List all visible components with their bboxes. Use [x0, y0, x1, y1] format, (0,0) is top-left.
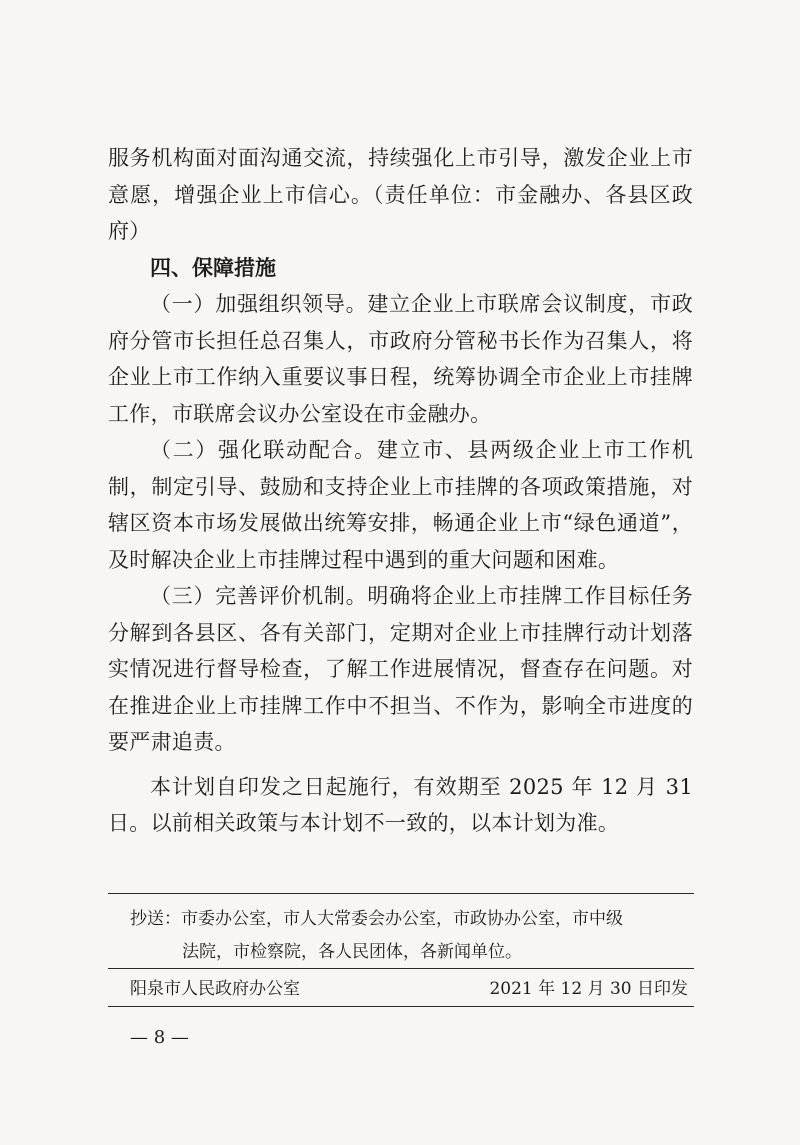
footer-rule-top [108, 893, 694, 894]
paragraph-organization: （一）加强组织领导。建立企业上市联席会议制度，市政府分管市长担任总召集人，市政府分管秘书长作为召集人，将企业上市工作纳入重要议事日程，统筹协调全市企业上市挂牌工作，市联席会议办公室设在市金融办。 [108, 292, 693, 426]
cc-line-2: 法院，市检察院，各人民团体，各新闻单位。 [182, 942, 522, 962]
paragraph-evaluation: （三）完善评价机制。明确将企业上市挂牌工作目标任务分解到各县区、各有关部门，定期对企业上市挂牌行动计划落实情况进行督导检查，了解工作进展情况，督查存在问题。对在推进企业上市挂牌工作中不担当、不作为，影响全市进度的要严肃追责。 [108, 584, 693, 754]
page-number: — 8 — [130, 1027, 189, 1048]
issue-date: 2021 年 12 月 30 日印发 [489, 979, 688, 999]
cc-line-1: 抄送：市委办公室，市人大常委会办公室，市政协办公室，市中级 [130, 909, 623, 929]
paragraph-continued: 服务机构面对面沟通交流，持续强化上市引导，激发企业上市意愿，增强企业上市信心。（责任单位：市金融办、各县区政府） [108, 146, 693, 243]
document-body [108, 140, 693, 842]
footer-rule-middle [108, 968, 694, 969]
spacer [108, 761, 693, 769]
issuing-office: 阳泉市人民政府办公室 [130, 979, 300, 999]
footer-rule-bottom [108, 1006, 694, 1007]
cc-list [130, 903, 690, 969]
paragraph-coordination: （二）强化联动配合。建立市、县两级企业上市工作机制，制定引导、鼓励和支持企业上市挂牌的各项政策措施，对辖区资本市场发展做出统筹安排，畅通企业上市“绿色通道”，及时解决企业上市挂牌过程中遇到的重大问题和困难。 [108, 438, 693, 572]
paragraph-effective-date: 本计划自印发之日起施行，有效期至 2025 年 12 月 31 日。以前相关政策与本计划不一致的，以本计划为准。 [108, 774, 693, 835]
section-heading: 四、保障措施 [150, 255, 276, 280]
